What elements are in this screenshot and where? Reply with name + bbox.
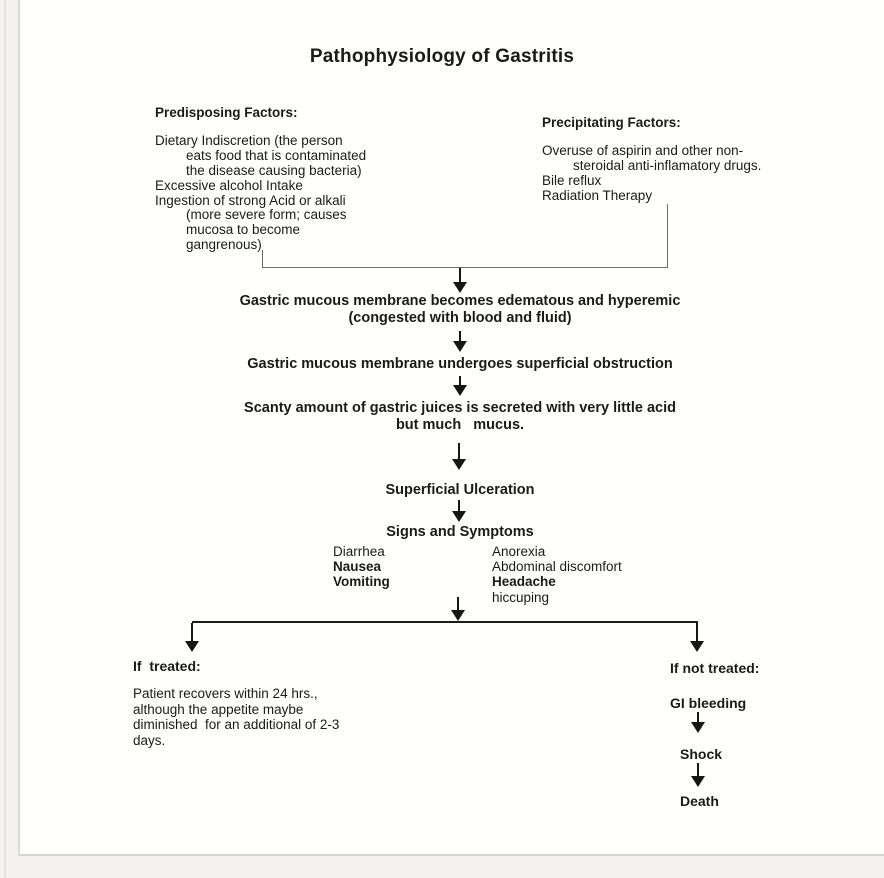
predisposing-line: the disease causing bacteria)	[186, 162, 362, 178]
untreated-step-shock: Shock	[680, 746, 723, 762]
predisposing-line: Dietary Indiscretion (the person	[155, 132, 343, 148]
flow-step-text: but much mucus.	[395, 416, 525, 433]
symptom-item: Headache	[492, 574, 556, 590]
flow-step-text: Scanty amount of gastric juices is secreted with very little acid	[244, 400, 676, 416]
diagram-title: Pathophysiology of Gastritis	[309, 46, 575, 67]
predisposing-line: eats food that is contaminated	[186, 147, 367, 163]
flow-arrow-down-icon	[691, 763, 705, 787]
flow-step-text: Gastric mucous membrane undergoes superficial obstruction	[247, 356, 673, 372]
branch-left-arrow-icon	[185, 623, 199, 652]
untreated-step-gi-bleeding: GI bleeding	[670, 695, 747, 711]
symptom-item: Diarrhea	[333, 544, 385, 559]
precipitating-line: Radiation Therapy	[542, 187, 653, 203]
treated-outcome-line: Patient recovers within 24 hrs.,	[133, 686, 318, 701]
untreated-step-death: Death	[680, 793, 719, 809]
symptoms-right-column	[492, 544, 622, 605]
treated-outcome-line: days.	[133, 732, 166, 748]
flow-step-obstruction	[40, 356, 880, 373]
if-not-treated-heading: If not treated:	[670, 660, 760, 676]
symptoms-left-column	[333, 544, 390, 590]
flow-arrow-down-icon	[453, 268, 467, 293]
precipitating-line: steroidal anti-inflamatory drugs.	[573, 157, 762, 173]
symptom-item: Nausea	[333, 559, 382, 575]
flow-arrow-down-icon	[691, 712, 705, 733]
connector-left-drop-line	[262, 250, 263, 268]
connector-right-drop-line	[667, 204, 668, 268]
symptom-item: Abdominal discomfort	[492, 559, 622, 575]
branch-line	[192, 621, 698, 623]
branch-right-arrow-icon	[690, 623, 704, 652]
symptom-item: Anorexia	[492, 544, 546, 559]
predisposing-line: gangrenous)	[186, 237, 262, 253]
flow-step-text: Superficial Ulceration	[385, 482, 535, 498]
precipitating-line: Bile reflux	[542, 172, 602, 188]
flow-step-text: (congested with blood and fluid)	[348, 309, 572, 326]
flow-arrow-down-icon	[453, 331, 467, 352]
predisposing-factors-block	[155, 106, 455, 253]
if-treated-heading: If treated:	[133, 658, 201, 674]
flow-arrow-down-icon	[452, 443, 466, 470]
symptom-item: hiccuping	[492, 589, 550, 605]
flow-arrow-down-icon	[451, 597, 465, 621]
precipitating-factors-heading: Precipitating Factors:	[542, 115, 681, 130]
flow-step-superficial-ulceration	[40, 482, 880, 499]
flow-step-text: Gastric mucous membrane becomes edematous and hyperemic	[239, 293, 681, 309]
flow-arrow-down-icon	[453, 376, 467, 396]
predisposing-line: Excessive alcohol Intake	[155, 177, 303, 193]
precipitating-factors-block	[542, 116, 842, 204]
treated-outcome-line: diminished for an additional of 2-3	[133, 717, 340, 733]
treated-outcome-line: although the appetite maybe	[133, 701, 304, 717]
predisposing-line: Ingestion of strong Acid or alkali	[155, 192, 346, 208]
symptom-item: Vomiting	[333, 574, 390, 590]
predisposing-line: (more severe form; causes	[186, 207, 347, 223]
flow-step-edematous	[40, 293, 880, 326]
predisposing-line: mucosa to become	[186, 222, 301, 238]
predisposing-factors-heading: Predisposing Factors:	[155, 105, 298, 120]
flow-arrow-down-icon	[452, 500, 466, 522]
page-edge-stripe	[4, 0, 6, 878]
precipitating-line: Overuse of aspirin and other non-	[542, 142, 744, 158]
signs-and-symptoms-heading	[40, 524, 880, 541]
flow-step-scanty-juices	[40, 400, 880, 433]
treated-outcome-text	[133, 686, 393, 748]
flow-step-text: Signs and Symptoms	[386, 524, 534, 540]
